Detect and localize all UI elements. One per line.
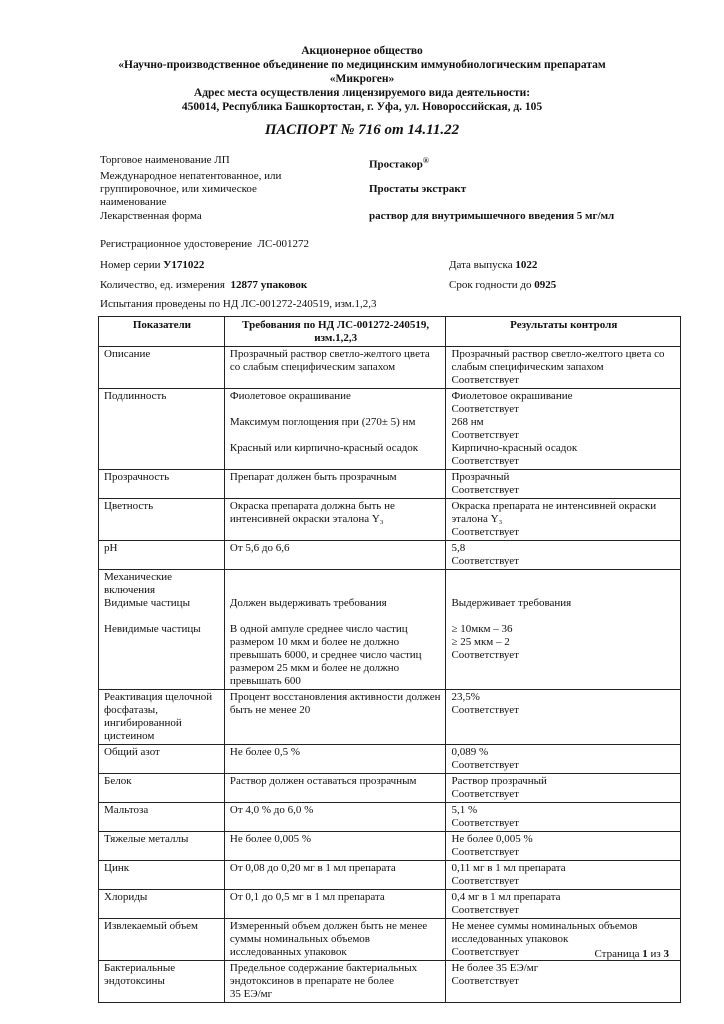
indicator-cell: Белок	[99, 774, 225, 803]
form-value: раствор для внутримышечного введения 5 мг/мл	[369, 210, 615, 222]
requirement-cell: От 4,0 % до 6,0 %	[224, 803, 446, 832]
table-row	[99, 690, 681, 745]
indicator-cell: Механические включения Видимые частицы Невидимые частицы	[99, 570, 225, 690]
trade-name-value: Простакор®	[369, 156, 429, 171]
result-cell: 23,5% Соответствует	[446, 690, 681, 745]
result-cell: 0,4 мг в 1 мл препарата Соответствует	[446, 890, 681, 919]
table-row	[99, 745, 681, 774]
requirement-cell: Процент восстановления активности должен быть не менее 20	[224, 690, 446, 745]
expiry-label: Срок годности до 0925	[449, 279, 557, 291]
indicator-cell: Бактериальные эндотоксины	[99, 961, 225, 1003]
requirement-cell: Прозрачный раствор светло-желтого цвета со слабым специфическим запахом	[224, 347, 446, 389]
indicator-cell: Подлинность	[99, 389, 225, 470]
result-cell: Выдерживает требования ≥ 10мкм – 36 ≥ 25 мкм – 2 Соответствует	[446, 570, 681, 690]
col-header-results: Результаты контроля	[446, 317, 681, 347]
table-row	[99, 961, 681, 1003]
requirement-cell: Препарат должен быть прозрачным	[224, 470, 446, 499]
table-row	[99, 774, 681, 803]
trade-name-label: Торговое наименование ЛП	[100, 154, 230, 166]
table-row	[99, 470, 681, 499]
indicator-cell: Реактивация щелочной фосфатазы, ингибированной цистеином	[99, 690, 225, 745]
qty-value: 12877 упаковок	[230, 279, 308, 291]
requirement-cell: Предельное содержание бактериальных эндотоксинов в препарате не более 35 ЕЭ/мг	[224, 961, 446, 1003]
passport-title: ПАСПОРТ № 716 от 14.11.22	[264, 122, 460, 138]
results-table	[98, 316, 681, 1003]
header-org-short: «Микроген»	[329, 73, 395, 85]
table-row	[99, 832, 681, 861]
expiry-value: 0925	[534, 279, 557, 291]
requirement-cell: Раствор должен оставаться прозрачным	[224, 774, 446, 803]
table-row	[99, 499, 681, 541]
table-row	[99, 570, 681, 690]
indicator-cell: Цинк	[99, 861, 225, 890]
qty-label: Количество, ед. измерения 12877 упаковок	[100, 279, 308, 291]
header-org-name: «Научно-производственное объединение по медицинским иммунобиологическим препаратам	[118, 59, 606, 71]
release-label: Дата выпуска 1022	[449, 259, 538, 271]
requirement-cell: Не более 0,5 %	[224, 745, 446, 774]
inn-label-2: группировочное, или химическое	[100, 183, 257, 195]
indicator-cell: pH	[99, 541, 225, 570]
reg-value: ЛС-001272	[257, 238, 310, 250]
result-cell: 0,089 % Соответствует	[446, 745, 681, 774]
header-address: 450014, Республика Башкортостан, г. Уфа, ул. Новороссийская, д. 105	[181, 101, 543, 113]
requirement-cell: Измеренный объем должен быть не менее суммы номинальных объемов исследованных упаковок	[224, 919, 446, 961]
indicator-cell: Цветность	[99, 499, 225, 541]
result-cell: 5,1 % Соответствует	[446, 803, 681, 832]
col-header-indicators: Показатели	[99, 317, 225, 347]
series-label: Номер серии У171022	[100, 259, 205, 271]
table-row	[99, 803, 681, 832]
indicator-cell: Мальтоза	[99, 803, 225, 832]
result-cell: 5,8 Соответствует	[446, 541, 681, 570]
header-org-type: Акционерное общество	[301, 45, 423, 57]
result-cell: Раствор прозрачный Соответствует	[446, 774, 681, 803]
requirement-cell: Не более 0,005 %	[224, 832, 446, 861]
table-body	[99, 347, 681, 1003]
indicator-cell: Хлориды	[99, 890, 225, 919]
table-row	[99, 890, 681, 919]
result-cell: Фиолетовое окрашивание Соответствует 268 нм Соответствует Кирпично-красный осадок Соответствует	[446, 389, 681, 470]
indicator-cell: Извлекаемый объем	[99, 919, 225, 961]
indicator-cell: Общий азот	[99, 745, 225, 774]
table-row	[99, 347, 681, 389]
requirement-cell: От 0,1 до 0,5 мг в 1 мл препарата	[224, 890, 446, 919]
col-header-requirements: Требования по НД ЛС-001272-240519, изм.1,2,3	[224, 317, 446, 347]
tests-note: Испытания проведены по НД ЛС-001272-240519, изм.1,2,3	[100, 298, 377, 310]
release-value: 1022	[515, 259, 538, 271]
table-header-row	[99, 317, 681, 347]
inn-label-1: Международное непатентованное, или	[100, 170, 282, 182]
requirement-cell: От 0,08 до 0,20 мг в 1 мл препарата	[224, 861, 446, 890]
indicator-cell: Прозрачность	[99, 470, 225, 499]
inn-label-3: наименование	[100, 196, 167, 208]
requirement-cell: Фиолетовое окрашивание Максимум поглощения при (270± 5) нм Красный или кирпично-красный осадок	[224, 389, 446, 470]
table-row	[99, 861, 681, 890]
table-row	[99, 919, 681, 961]
header-address-label: Адрес места осуществления лицензируемого вида деятельности:	[193, 87, 531, 99]
indicator-cell: Описание	[99, 347, 225, 389]
result-cell: Прозрачный раствор светло-желтого цвета со слабым специфическим запахом Соответствует	[446, 347, 681, 389]
form-label: Лекарственная форма	[100, 210, 202, 222]
requirement-cell: Окраска препарата должна быть не интенсивней окраски эталона Y₃	[224, 499, 446, 541]
table-row	[99, 541, 681, 570]
result-cell: Не менее суммы номинальных объемов исследованных упаковок Соответствует	[446, 919, 681, 961]
reg-label: Регистрационное удостоверение ЛС-001272	[100, 238, 310, 250]
page-footer: Страница 1 из 3	[594, 948, 669, 960]
inn-value: Простаты экстракт	[369, 183, 467, 195]
result-cell: Прозрачный Соответствует	[446, 470, 681, 499]
table-row	[99, 389, 681, 470]
indicator-cell: Тяжелые металлы	[99, 832, 225, 861]
result-cell: Не более 35 ЕЭ/мг Соответствует	[446, 961, 681, 1003]
result-cell: 0,11 мг в 1 мл препарата Соответствует	[446, 861, 681, 890]
requirement-cell: От 5,6 до 6,6	[224, 541, 446, 570]
result-cell: Окраска препарата не интенсивней окраски эталона Y₃ Соответствует	[446, 499, 681, 541]
requirement-cell: Должен выдерживать требования В одной ампуле среднее число частиц размером 10 мкм и более не должно превышать 6000, и среднее число частиц размером 25 мкм и более не должно превышать 600	[224, 570, 446, 690]
series-value: У171022	[163, 259, 205, 271]
result-cell: Не более 0,005 % Соответствует	[446, 832, 681, 861]
